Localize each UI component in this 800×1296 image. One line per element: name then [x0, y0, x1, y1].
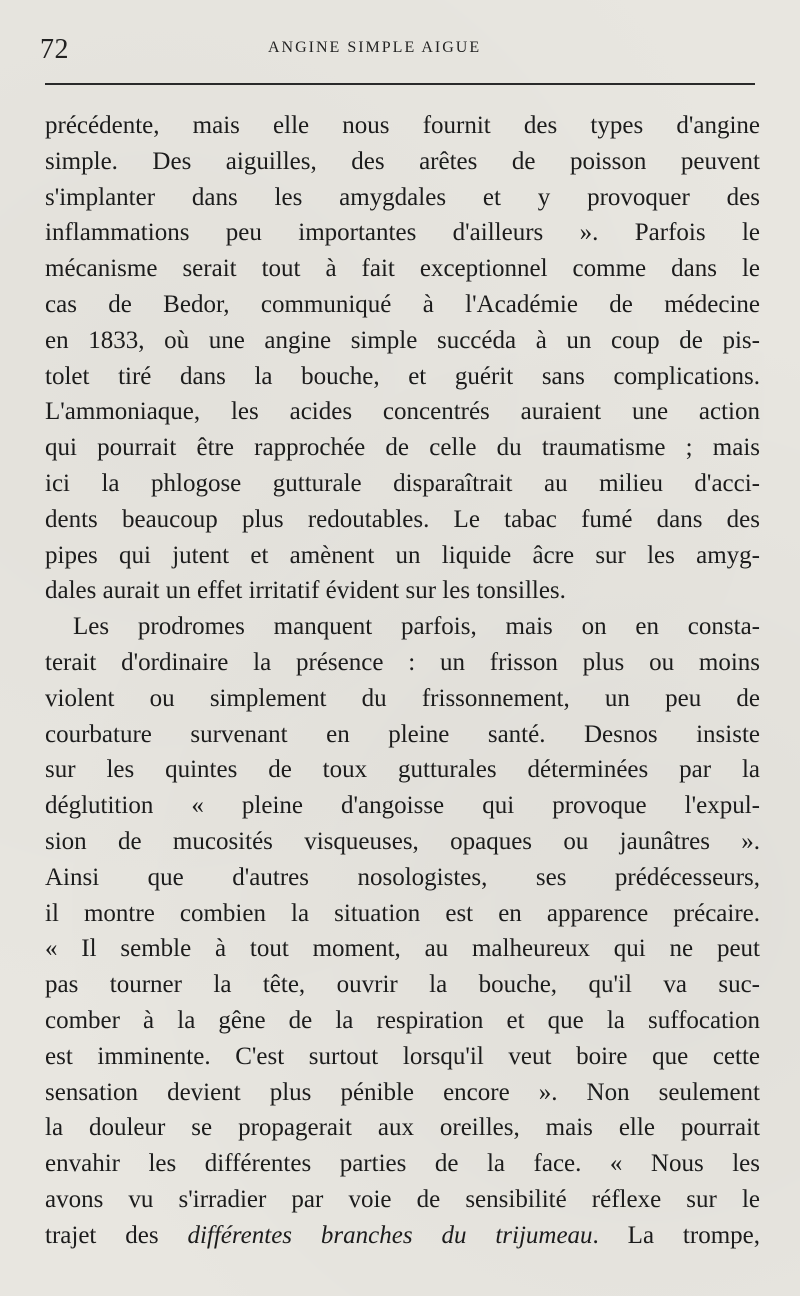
text-line: précédente, mais elle nous fournit des types d'angine: [45, 112, 760, 139]
text-line: pas tourner la tête, ouvrir la bouche, qu'il va suc-: [45, 971, 760, 999]
text-line: « Il semble à tout moment, au malheureux qui ne peut: [45, 935, 760, 963]
text-line-with-italic: [45, 1218, 760, 1254]
italic-term: différentes branches du trijumeau: [187, 1221, 593, 1249]
text-line: inflammations peu importantes d'ailleurs ». Parfois le: [45, 219, 760, 247]
text-line: comber à la gêne de la respiration et que la suffocation: [45, 1006, 760, 1034]
text-line: Ainsi que d'autres nosologistes, ses prédécesseurs,: [45, 863, 760, 891]
text-line: avons vu s'irradier par voie de sensibilité réflexe sur le: [45, 1185, 760, 1213]
text-segment: trajet des: [45, 1221, 188, 1249]
text-line: cas de Bedor, communiqué à l'Académie de médecine: [45, 290, 760, 318]
text-line: tolet tiré dans la bouche, et guérit sans complications.: [45, 362, 760, 390]
text-line: pipes qui jutent et amènent un liquide âcre sur les amyg-: [45, 541, 760, 569]
text-line: simple. Des aiguilles, des arêtes de poisson peuvent: [45, 147, 760, 175]
header-rule: [45, 83, 755, 85]
text-line: déglutition « pleine d'angoisse qui provoque l'expul-: [45, 792, 760, 820]
text-line: sensation devient plus pénible encore ». Non seulement: [45, 1078, 760, 1106]
text-line: ici la phlogose gutturale disparaîtrait au milieu d'acci-: [45, 469, 760, 497]
body-text: [45, 108, 760, 1254]
text-line: L'ammoniaque, les acides concentrés auraient une action: [45, 398, 760, 426]
text-line: envahir les différentes parties de la face. « Nous les: [45, 1150, 760, 1178]
text-line: la douleur se propagerait aux oreilles, mais elle pourrait: [45, 1114, 760, 1142]
text-line: est imminente. C'est surtout lorsqu'il veut boire que cette: [45, 1042, 760, 1070]
text-line: il montre combien la situation est en apparence précaire.: [45, 899, 760, 927]
text-line: sion de mucosités visqueuses, opaques ou jaunâtres ».: [45, 827, 760, 855]
text-segment: . La trompe,: [592, 1221, 760, 1249]
text-line: s'implanter dans les amygdales et y provoquer des: [45, 183, 760, 211]
text-line: courbature survenant en pleine santé. Desnos insiste: [45, 720, 760, 748]
text-line: qui pourrait être rapprochée de celle du traumatisme ; mais: [45, 434, 760, 462]
text-line: dents beaucoup plus redoutables. Le tabac fumé dans des: [45, 505, 760, 533]
page-number: 72: [40, 34, 69, 65]
text-line: terait d'ordinaire la présence : un frisson plus ou moins: [45, 648, 760, 676]
page-header: [40, 34, 760, 68]
text-line: sur les quintes de toux gutturales déterminées par la: [45, 756, 760, 784]
text-line: en 1833, où une angine simple succéda à un coup de pis-: [45, 326, 760, 354]
text-line: violent ou simplement du frissonnement, un peu de: [45, 684, 760, 712]
running-title: ANGINE SIMPLE AIGUE: [268, 39, 482, 56]
paragraph-start-line: Les prodromes manquent parfois, mais on en consta-: [73, 613, 760, 641]
paragraph-end-line: dales aurait un effet irritatif évident sur les tonsilles.: [45, 577, 566, 605]
text-line: mécanisme serait tout à fait exceptionnel comme dans le: [45, 255, 760, 283]
